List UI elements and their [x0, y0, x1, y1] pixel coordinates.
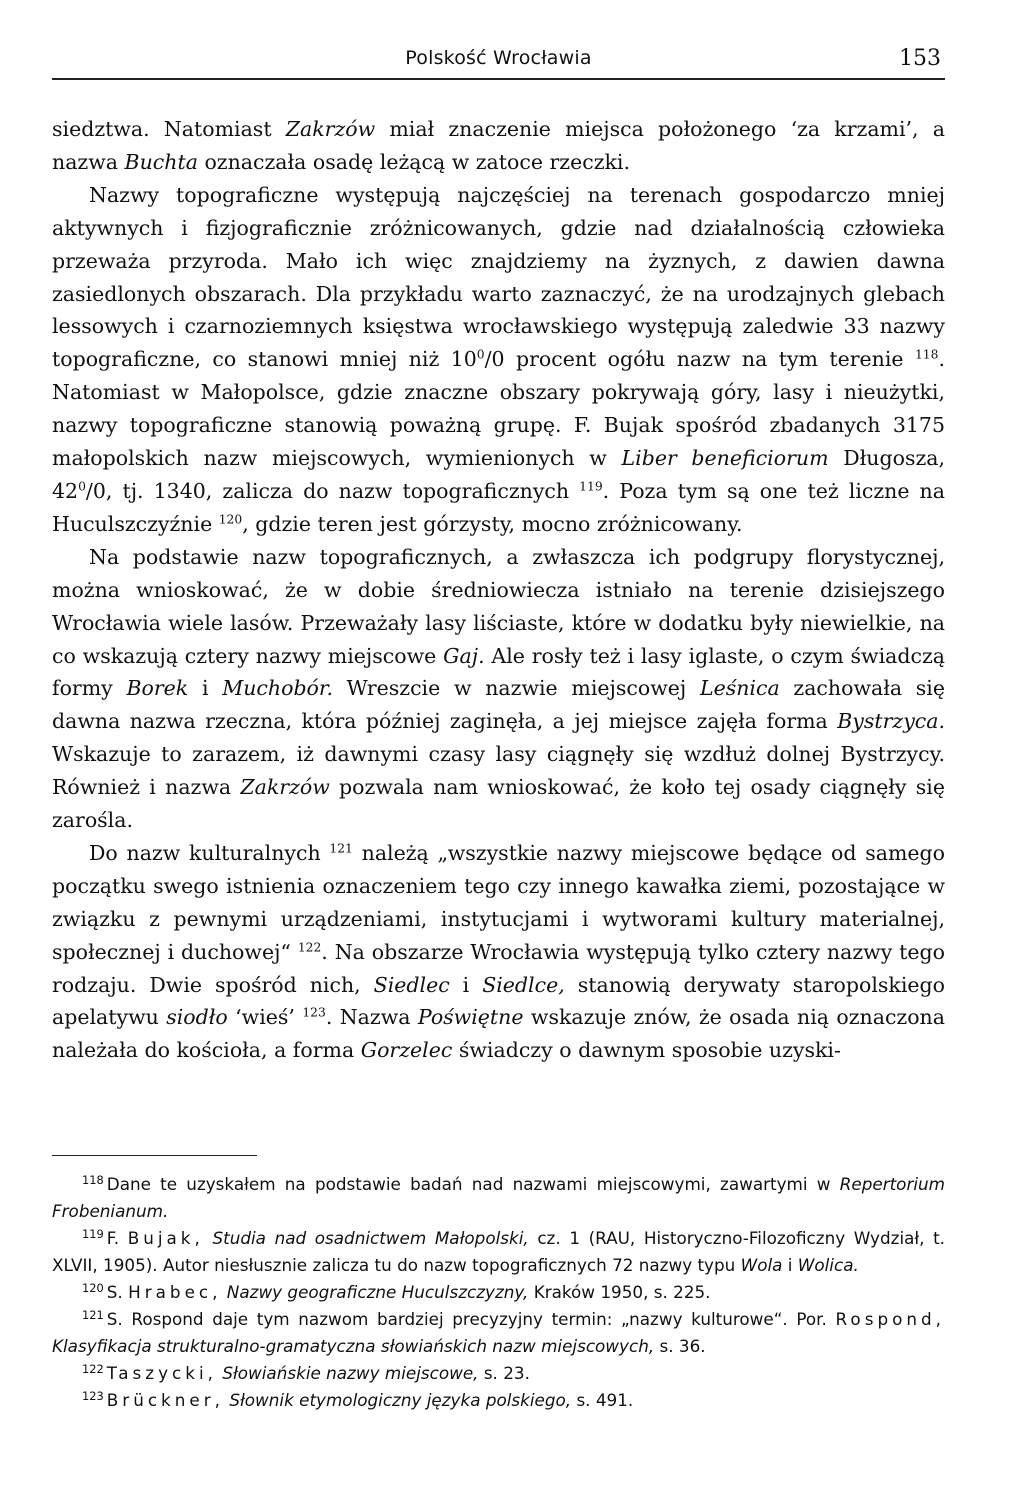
italic-term: Poświętne	[417, 1005, 524, 1030]
text-run: /0 procent ogółu nazw na tym terenie	[484, 347, 904, 372]
italic-term: Gorzelec	[360, 1038, 453, 1063]
footnote-119	[52, 1225, 945, 1279]
author-name: Brückner,	[106, 1390, 224, 1410]
author-name: Bujak,	[127, 1228, 204, 1248]
italic-term: Zakrzów	[240, 775, 330, 800]
italic-term: Zakrzów	[285, 117, 376, 141]
text-run: cz. 1 (RAU, Historyczno-Filozoficzny Wydział, t. XLVII, 1905). Autor niesłusznie zalicza tu do nazw topograficznych 72 nazwy typu	[52, 1228, 946, 1275]
page-number: 153	[899, 46, 941, 71]
text-run: Nazwy topograficzne występują najczęściej na terenach gospodarczo mniej aktywnych i fizjograficznie zróżnicowanych, gdzie nad działalnością człowieka przeważa przyroda. Mało ich więc znajdziemy na żyznych, z dawien dawna zasiedlonych obszarach. Dla przykładu warto zaznaczyć, że na urodzajnych glebach lessowych i czarnoziemnych księstwa wrocławskiego występują zaledwie 33 nazwy topograficzne, co stanowi mniej niż 10	[52, 182, 945, 372]
text-run: S. Rospond daje tym nazwom bardziej precyzyjny termin: „nazwy kulturowe“. Por.	[106, 1309, 836, 1329]
running-title: Polskość Wrocławia	[405, 47, 592, 69]
text-run: i	[782, 1255, 798, 1275]
header-rule	[52, 78, 945, 80]
text-run: świadczy o dawnym sposobie uzyski-	[452, 1038, 841, 1063]
footnote-number: 123	[82, 1389, 104, 1404]
italic-term: Gaj.	[443, 643, 485, 668]
italic-term: Leśnica	[699, 676, 780, 701]
text-run: . Nazwa	[325, 1005, 418, 1030]
book-page	[52, 0, 946, 1410]
text-run: i	[449, 972, 483, 997]
footnote-ref-120: 120	[218, 512, 243, 527]
footnote-number: 119	[82, 1227, 104, 1242]
italic-term: Liber beneficiorum	[621, 446, 829, 471]
paragraph-3	[52, 541, 945, 837]
text-run: /0, tj. 1340, zalicza do nazw topograficznych	[85, 478, 570, 503]
text-run: F.	[106, 1228, 128, 1248]
text-run: zachowała się dawna nazwa rzeczna, która później zaginęła, a jej miejsce zajęła forma	[52, 676, 945, 734]
italic-term: Siedlec	[373, 972, 450, 997]
text-run: wskazuje znów, że osada nią oznaczona należała do kościoła, a forma	[52, 1005, 945, 1063]
text-run: Długosza, 42	[52, 446, 945, 503]
text-run: siedztwa. Natomiast	[52, 117, 286, 141]
text-run: pozwala nam wnioskować, że koło tej osady ciągnęły się zarośla.	[52, 775, 945, 833]
paragraph-2	[52, 179, 945, 541]
text-run: s. 23.	[478, 1363, 530, 1383]
footnote-ref-121: 121	[329, 841, 353, 856]
percent-sign-sup: 0	[476, 347, 485, 362]
italic-title: Studia nad osadnictwem Małopolski,	[212, 1228, 529, 1248]
footnote-ref-123: 123	[302, 1005, 326, 1020]
footnote-122	[52, 1360, 945, 1387]
running-header	[52, 0, 945, 70]
footnote-rule	[52, 1155, 257, 1156]
text-run: należą „wszystkie nazwy miejscowe będące od samego początku swego istnienia oznaczeniem tego czy innego kawałka ziemi, pozostające w związku z pewnymi urządzeniami, instytucjami i wytworami kultury materialnej, społecznej i duchowej“	[52, 840, 945, 964]
italic-term: siodło	[166, 1005, 228, 1030]
text-run: stanowią derywaty staropolskiego apelatywu	[52, 972, 945, 1030]
text-run: oznaczała osadę leżącą w zatoce rzeczki.	[197, 149, 630, 174]
text-run: Wskazuje to zarazem, iż dawnymi czasy lasy ciągnęły się wzdłuż dolnej Bystrzycy. Również i nazwa	[52, 742, 945, 800]
paragraph-4	[52, 837, 945, 1067]
footnote-ref-118: 118	[914, 347, 939, 362]
author-name: Taszycki,	[106, 1363, 217, 1383]
footnote-number: 122	[82, 1362, 104, 1377]
author-name: Hrabec,	[128, 1282, 222, 1302]
footnote-number: 118	[82, 1173, 104, 1188]
footnote-number: 120	[82, 1281, 104, 1296]
footnote-121	[52, 1306, 945, 1360]
percent-sign-sup: 0	[78, 479, 86, 494]
body-text	[52, 113, 945, 1067]
italic-title: Repertorium Frobenianum.	[52, 1174, 945, 1221]
italic-term: Buchta	[124, 149, 198, 174]
text-run: . Natomiast w Małopolsce, gdzie znaczne obszary pokrywają góry, lasy i nieużytki, nazwy topograficzne stanowią poważną grupę. F. Bujak spośród zbadanych 3175 małopolskich nazw miejscowych, wymienionych w	[52, 347, 945, 471]
text-run: ‘wieś’	[227, 1005, 295, 1030]
footnote-123	[52, 1387, 945, 1414]
text-run: s. 491.	[571, 1390, 634, 1410]
text-run: S.	[106, 1282, 129, 1302]
italic-term: Wola	[740, 1255, 783, 1275]
text-run: . Poza tym są one też liczne na Huculszczyźnie	[52, 478, 945, 536]
italic-term: Wolica.	[797, 1255, 859, 1275]
footnote-ref-122: 122	[297, 940, 322, 955]
italic-term: Borek	[126, 676, 189, 701]
text-run: Kraków 1950, s. 225.	[528, 1282, 711, 1302]
italic-term: Bystrzyca.	[837, 709, 945, 734]
footnote-118	[52, 1171, 945, 1225]
italic-title: Słownik etymologiczny języka polskiego,	[229, 1390, 572, 1410]
text-run: Ale rosły też i lasy iglaste, o czym świadczą formy	[52, 643, 945, 701]
text-run: Dane te uzyskałem na podstawie badań nad nazwami miejscowymi, zawartymi w	[106, 1174, 840, 1194]
text-run: i	[188, 676, 223, 701]
paragraph-1	[52, 113, 945, 179]
italic-title: Nazwy geograficzne Huculszczyzny,	[226, 1282, 529, 1302]
italic-title: Klasyfikacja strukturalno-gramatyczna słowiańskich nazw miejscowych,	[52, 1336, 655, 1356]
italic-title: Słowiańskie nazwy miejscowe,	[222, 1363, 479, 1383]
text-run: Na podstawie nazw topograficznych, a zwłaszcza ich podgrupy florystycznej, można wnioskować, że w dobie średniowiecza istniało na terenie dzisiejszego Wrocławia wiele lasów. Przeważały lasy liściaste, które w dodatku były niewielkie, na co wskazują cztery nazwy miejscowe	[52, 544, 945, 668]
text-run: Do nazw kulturalnych	[89, 840, 321, 865]
italic-term: Siedlce,	[482, 972, 565, 997]
text-run: Wreszcie w nazwie miejscowej	[332, 676, 700, 701]
footnote-ref-119: 119	[579, 479, 603, 494]
footnote-120	[52, 1279, 945, 1306]
text-run: , gdzie teren jest górzysty, mocno zróżnicowany.	[242, 511, 743, 536]
author-name: Rospond,	[835, 1309, 945, 1329]
footnote-number: 121	[82, 1308, 104, 1323]
text-run: miał znaczenie miejsca położonego ‘za krzami’, a nazwa	[52, 117, 945, 174]
italic-term: Muchobór.	[222, 676, 333, 701]
footnotes	[52, 1171, 945, 1414]
text-run: s. 36.	[654, 1336, 706, 1356]
text-run: . Na obszarze Wrocławia występują tylko cztery nazwy tego rodzaju. Dwie spośród nich,	[52, 939, 945, 997]
